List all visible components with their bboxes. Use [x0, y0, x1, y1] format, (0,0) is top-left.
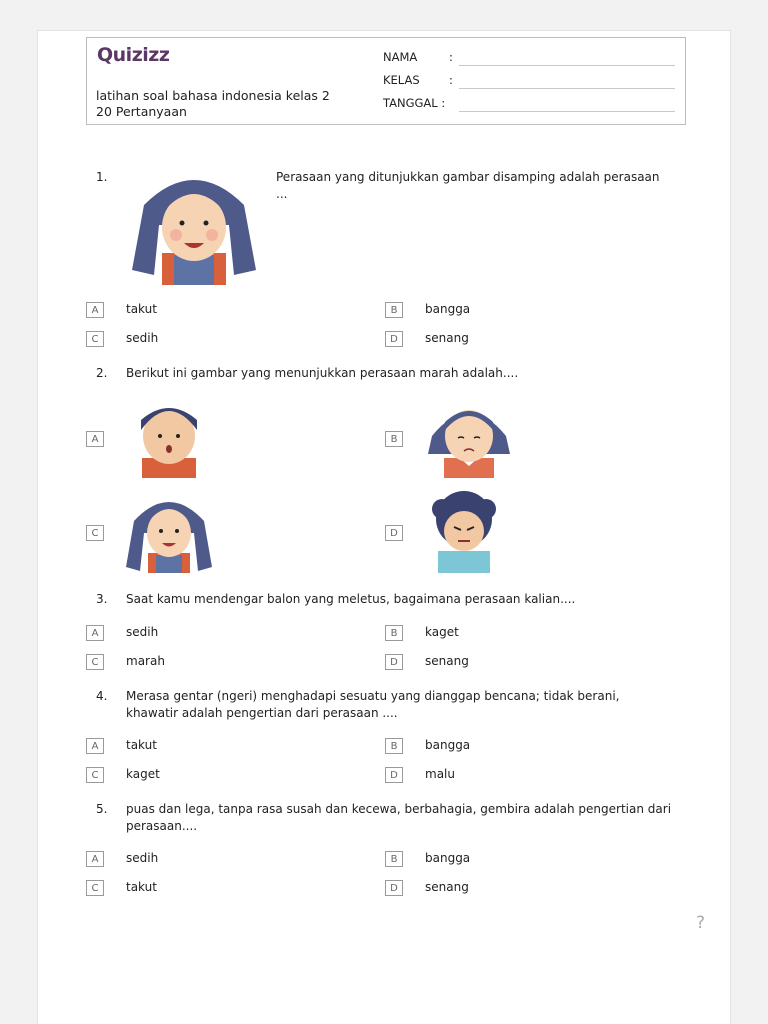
question-text: Merasa gentar (ngeri) menghadapi sesuatu yang dianggap bencana; tidak berani,: [126, 689, 620, 703]
option-a-box[interactable]: A: [86, 302, 104, 318]
option-c-text[interactable]: kaget: [126, 767, 160, 781]
option-d-text[interactable]: malu: [425, 767, 455, 781]
option-b-box[interactable]: B: [385, 431, 403, 447]
option-a-text[interactable]: takut: [126, 302, 157, 316]
option-b-text[interactable]: bangga: [425, 851, 471, 865]
option-c-text[interactable]: takut: [126, 880, 157, 894]
question-count: 20 Pertanyaan: [96, 104, 187, 119]
option-c-text[interactable]: sedih: [126, 331, 159, 345]
question-text-cont: khawatir adalah pengertian dari perasaan ....: [126, 706, 398, 720]
worksheet-header: [86, 37, 686, 125]
option-b-text[interactable]: kaget: [425, 625, 459, 639]
smiling-girl-icon: [124, 165, 264, 285]
option-d-box[interactable]: D: [385, 525, 403, 541]
option-d-box[interactable]: D: [385, 331, 403, 347]
option-a-box[interactable]: A: [86, 431, 104, 447]
option-a-text[interactable]: sedih: [126, 851, 159, 865]
worksheet-page: [37, 30, 731, 1024]
option-b-text[interactable]: bangga: [425, 302, 471, 316]
option-b-box[interactable]: B: [385, 625, 403, 641]
option-c-box[interactable]: C: [86, 525, 104, 541]
class-label: KELAS: [383, 73, 420, 87]
option-a-text[interactable]: sedih: [126, 625, 159, 639]
question-text: puas dan lega, tanpa rasa susah dan kecewa, berbahagia, gembira adalah pengertian dari: [126, 802, 672, 816]
surprised-boy-icon: [124, 396, 214, 478]
option-b-box[interactable]: B: [385, 851, 403, 867]
date-line: [459, 111, 675, 112]
question-text: Saat kamu mendengar balon yang meletus, bagaimana perasaan kalian....: [126, 592, 576, 606]
option-d-box[interactable]: D: [385, 880, 403, 896]
smiling-girl-icon: [124, 489, 214, 573]
option-b-box[interactable]: B: [385, 302, 403, 318]
question-number: 4.: [96, 689, 108, 703]
option-c-box[interactable]: C: [86, 331, 104, 347]
class-line: [459, 88, 675, 89]
option-d-text[interactable]: senang: [425, 880, 469, 894]
name-label: NAMA: [383, 50, 418, 64]
option-d-box[interactable]: D: [385, 767, 403, 783]
option-d-text[interactable]: senang: [425, 654, 469, 668]
option-c-box[interactable]: C: [86, 880, 104, 896]
class-colon: :: [449, 73, 453, 87]
sad-girl-icon: [424, 396, 514, 478]
option-c-text[interactable]: marah: [126, 654, 165, 668]
angry-child-icon: [424, 489, 504, 573]
option-c-box[interactable]: C: [86, 767, 104, 783]
quiz-title: latihan soal bahasa indonesia kelas 2: [96, 88, 330, 103]
help-icon[interactable]: ?: [696, 913, 706, 933]
option-a-box[interactable]: A: [86, 851, 104, 867]
option-c-box[interactable]: C: [86, 654, 104, 670]
option-d-box[interactable]: D: [385, 654, 403, 670]
option-b-box[interactable]: B: [385, 738, 403, 754]
question-text: Perasaan yang ditunjukkan gambar disamping adalah perasaan: [276, 170, 660, 184]
option-b-text[interactable]: bangga: [425, 738, 471, 752]
option-d-text[interactable]: senang: [425, 331, 469, 345]
option-a-box[interactable]: A: [86, 625, 104, 641]
name-line: [459, 65, 675, 66]
name-colon: :: [449, 50, 453, 64]
question-text: Berikut ini gambar yang menunjukkan perasaan marah adalah....: [126, 366, 519, 380]
question-number: 3.: [96, 592, 108, 606]
quizizz-logo: Quizizz: [97, 44, 170, 66]
date-label: TANGGAL :: [383, 96, 446, 110]
question-text-cont: perasaan....: [126, 819, 198, 833]
option-a-text[interactable]: takut: [126, 738, 157, 752]
option-a-box[interactable]: A: [86, 738, 104, 754]
question-number: 5.: [96, 802, 108, 816]
question-number: 1.: [96, 170, 108, 184]
question-number: 2.: [96, 366, 108, 380]
question-text-cont: ...: [276, 187, 288, 201]
